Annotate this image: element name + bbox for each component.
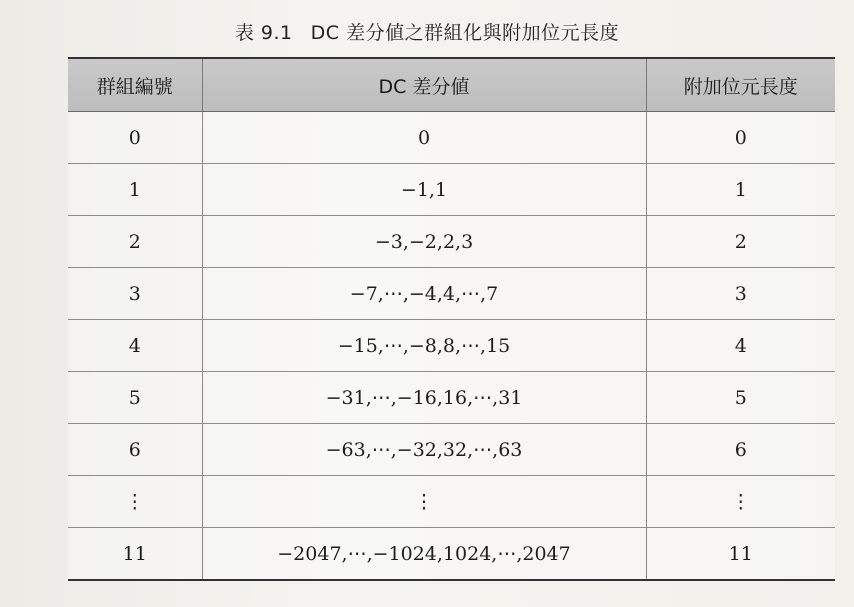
group-number-cell: 1 xyxy=(68,164,202,216)
table-row xyxy=(68,476,835,528)
table-row xyxy=(68,424,835,476)
dc-difference-cell: −15,⋯,−8,8,⋯,15 xyxy=(202,320,646,372)
table-row xyxy=(68,216,835,268)
group-number-cell: 6 xyxy=(68,424,202,476)
group-number-cell: 5 xyxy=(68,372,202,424)
group-number-cell: 4 xyxy=(68,320,202,372)
additional-bits-cell: 2 xyxy=(646,216,835,268)
dc-difference-cell: −1,1 xyxy=(202,164,646,216)
dc-difference-cell: ⋮ xyxy=(202,476,646,528)
additional-bits-cell: 4 xyxy=(646,320,835,372)
dc-difference-cell: −2047,⋯,−1024,1024,⋯,2047 xyxy=(202,528,646,581)
additional-bits-cell: 11 xyxy=(646,528,835,581)
table-row xyxy=(68,164,835,216)
additional-bits-cell: 3 xyxy=(646,268,835,320)
header-group-number: 群組編號 xyxy=(68,58,202,112)
additional-bits-cell: 0 xyxy=(646,112,835,164)
table-row xyxy=(68,268,835,320)
table-row xyxy=(68,372,835,424)
table-title: DC 差分値之群組化與附加位元長度 xyxy=(310,22,620,44)
dc-difference-cell: −3,−2,2,3 xyxy=(202,216,646,268)
dc-difference-cell: −7,⋯,−4,4,⋯,7 xyxy=(202,268,646,320)
group-number-cell: 3 xyxy=(68,268,202,320)
header-additional-bits: 附加位元長度 xyxy=(646,58,835,112)
table-row xyxy=(68,528,835,581)
additional-bits-cell: ⋮ xyxy=(646,476,835,528)
table-caption xyxy=(0,18,854,45)
additional-bits-cell: 5 xyxy=(646,372,835,424)
group-number-cell: 0 xyxy=(68,112,202,164)
header-row xyxy=(68,58,835,112)
table-row xyxy=(68,112,835,164)
additional-bits-cell: 1 xyxy=(646,164,835,216)
table-number: 表 9.1 xyxy=(234,22,293,44)
dc-difference-cell: 0 xyxy=(202,112,646,164)
table-row xyxy=(68,320,835,372)
dc-difference-cell: −63,⋯,−32,32,⋯,63 xyxy=(202,424,646,476)
group-number-cell: 11 xyxy=(68,528,202,581)
dc-difference-table xyxy=(68,57,835,581)
header-dc-difference: DC 差分値 xyxy=(202,58,646,112)
dc-difference-cell: −31,⋯,−16,16,⋯,31 xyxy=(202,372,646,424)
group-number-cell: ⋮ xyxy=(68,476,202,528)
group-number-cell: 2 xyxy=(68,216,202,268)
additional-bits-cell: 6 xyxy=(646,424,835,476)
